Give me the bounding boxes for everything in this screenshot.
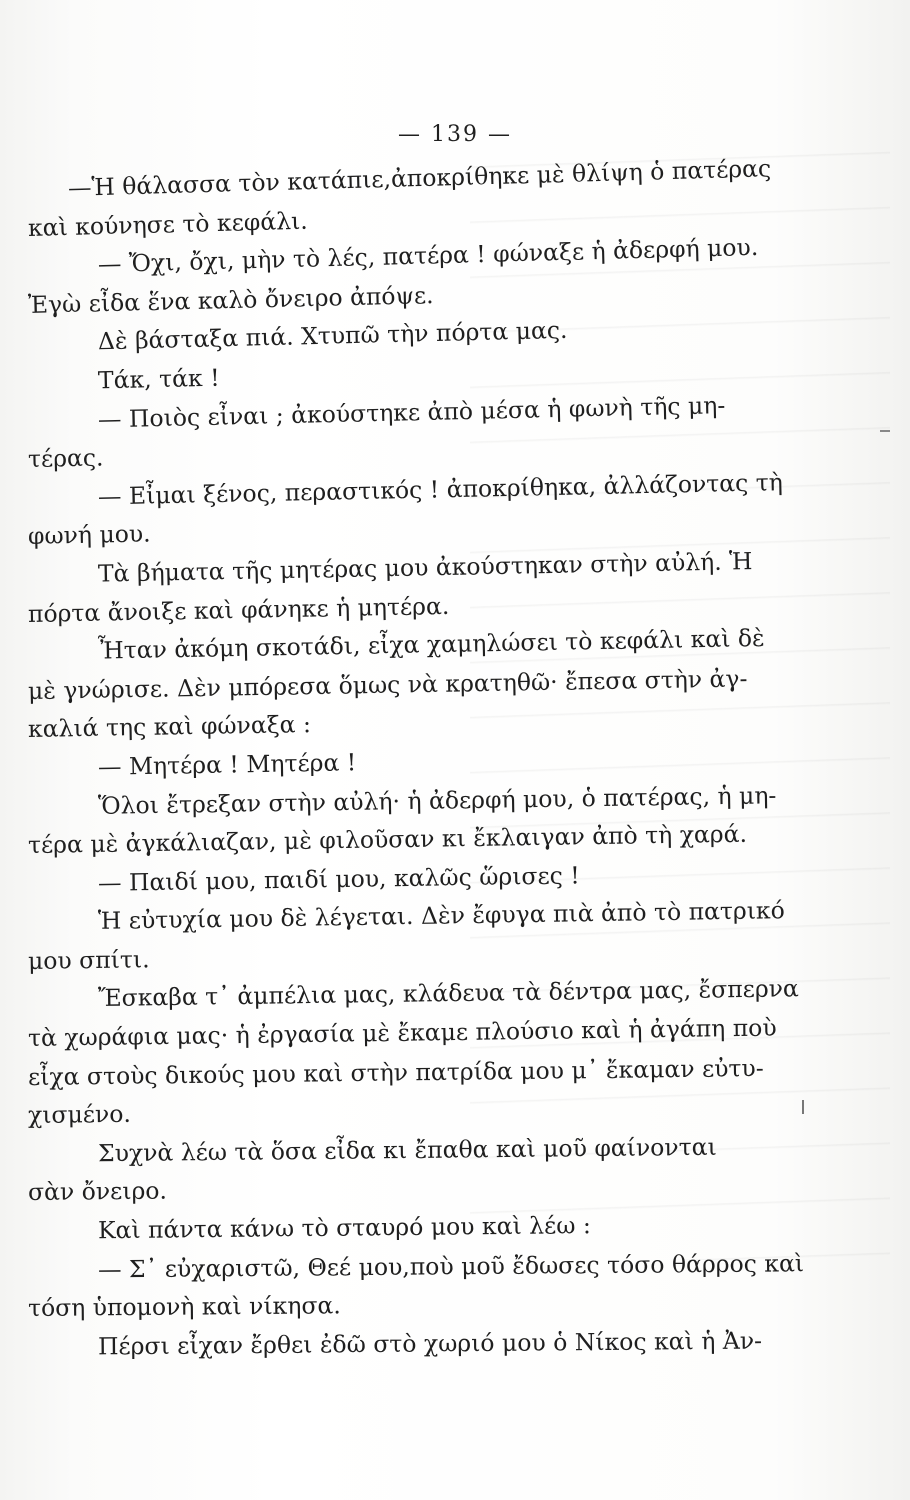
text-line: Ἡ εὐτυχία μου δὲ λέγεται. Δὲν ἔφυγα πιὰ ἀπὸ τὸ πατρικό xyxy=(97,896,785,936)
text-line: τὰ χωράφια μας· ἡ ἐργασία μὲ ἔκαμε πλούσιο καὶ ἡ ἀγάπη ποὺ xyxy=(27,1013,777,1053)
text-line: τέρας. xyxy=(27,443,104,474)
text-line: Τὰ βήματα τῆς μητέρας μου ἀκούστηκαν στὴν αὐλή. Ἡ xyxy=(97,547,753,588)
margin-mark xyxy=(880,430,890,432)
text-line: Συχνὰ λέω τὰ ὅσα εἶδα κι ἔπαθα καὶ μοῦ φαίνονται xyxy=(97,1132,717,1168)
text-line: μὲ γνώρισε. Δὲν μπόρεσα ὅμως νὰ κρατηθῶ· ἔπεσα στὴν ἀγ- xyxy=(27,664,748,705)
text-line: — Σ᾽ εὐχαριστῶ, Θεέ μου,ποὺ μοῦ ἔδωσες τόσο θάρρος καὶ xyxy=(97,1248,805,1284)
text-line: τέρα μὲ ἀγκάλιαζαν, μὲ φιλοῦσαν κι ἔκλαιγαν ἀπὸ τὴ χαρά. xyxy=(27,819,748,860)
text-line: — Μητέρα ! Μητέρα ! xyxy=(97,748,357,781)
text-line: πόρτα ἄνοιξε καὶ φάνηκε ἡ μητέρα. xyxy=(27,591,450,628)
body-text xyxy=(27,154,805,1366)
text-line: Καὶ πάντα κάνω τὸ σταυρό μου καὶ λέω : xyxy=(97,1211,591,1245)
text-line: — Ποιὸς εἶναι ; ἀκούστηκε ἀπὸ μέσα ἡ φωνὴ τῆς μη- xyxy=(97,390,726,433)
text-line: Ἦταν ἀκόμη σκοτάδι, εἶχα χαμηλώσει τὸ κεφάλι καὶ δὲ xyxy=(97,623,765,665)
text-line: καὶ κούνησε τὸ κεφάλι. xyxy=(27,206,309,242)
text-line: εἶχα στοὺς δικούς μου καὶ στὴν πατρίδα μου μ᾽ ἔκαμαν εὐτυ- xyxy=(27,1053,764,1091)
text-line: —Ἡ θάλασσα τὸν κατάπιε,ἀποκρίθηκε μὲ θλίψη ὁ πατέρας xyxy=(67,154,772,202)
text-line: μου σπίτι. xyxy=(27,945,150,975)
text-line: Πέρσι εἶχαν ἔρθει ἐδῶ στὸ χωριό μου ὁ Νίκος καὶ ἡ Ἀν- xyxy=(97,1326,763,1361)
text-line: σὰν ὄνειρο. xyxy=(27,1176,168,1207)
text-line: χισμένο. xyxy=(27,1099,132,1130)
text-line: Ἔσκαβα τ᾽ ἀμπέλια μας, κλάδευα τὰ δέντρα μας, ἔσπερνα xyxy=(97,974,800,1013)
margin-mark xyxy=(802,1100,804,1114)
text-line: Τάκ, τάκ ! xyxy=(97,363,220,395)
text-line: Δὲ βάσταξα πιά. Χτυπῶ τὴν πόρτα μας. xyxy=(97,316,568,356)
text-line: — Παιδί μου, παιδί μου, καλῶς ὥρισες ! xyxy=(97,861,580,897)
text-line: Ἐγὼ εἶδα ἕνα καλὸ ὄνειρο ἀπόψε. xyxy=(27,280,434,319)
text-line: καλιά της καὶ φώναξα : xyxy=(27,710,312,744)
text-line: τόση ὑπομονὴ καὶ νίκησα. xyxy=(27,1291,341,1323)
text-line: — Εἶμαι ξένος, περαστικός ! ἀποκρίθηκα, ἀλλάζοντας τὴ xyxy=(97,467,784,511)
text-line: φωνή μου. xyxy=(27,519,151,551)
text-line: — Ὄχι, ὄχι, μὴν τὸ λές, πατέρα ! φώναξε ἡ ἀδερφή μου. xyxy=(97,233,759,279)
page-number: — 139 — xyxy=(398,122,512,147)
text-line: Ὅλοι ἔτρεξαν στὴν αὐλή· ἡ ἀδερφή μου, ὁ πατέρας, ἡ μη- xyxy=(97,780,777,820)
